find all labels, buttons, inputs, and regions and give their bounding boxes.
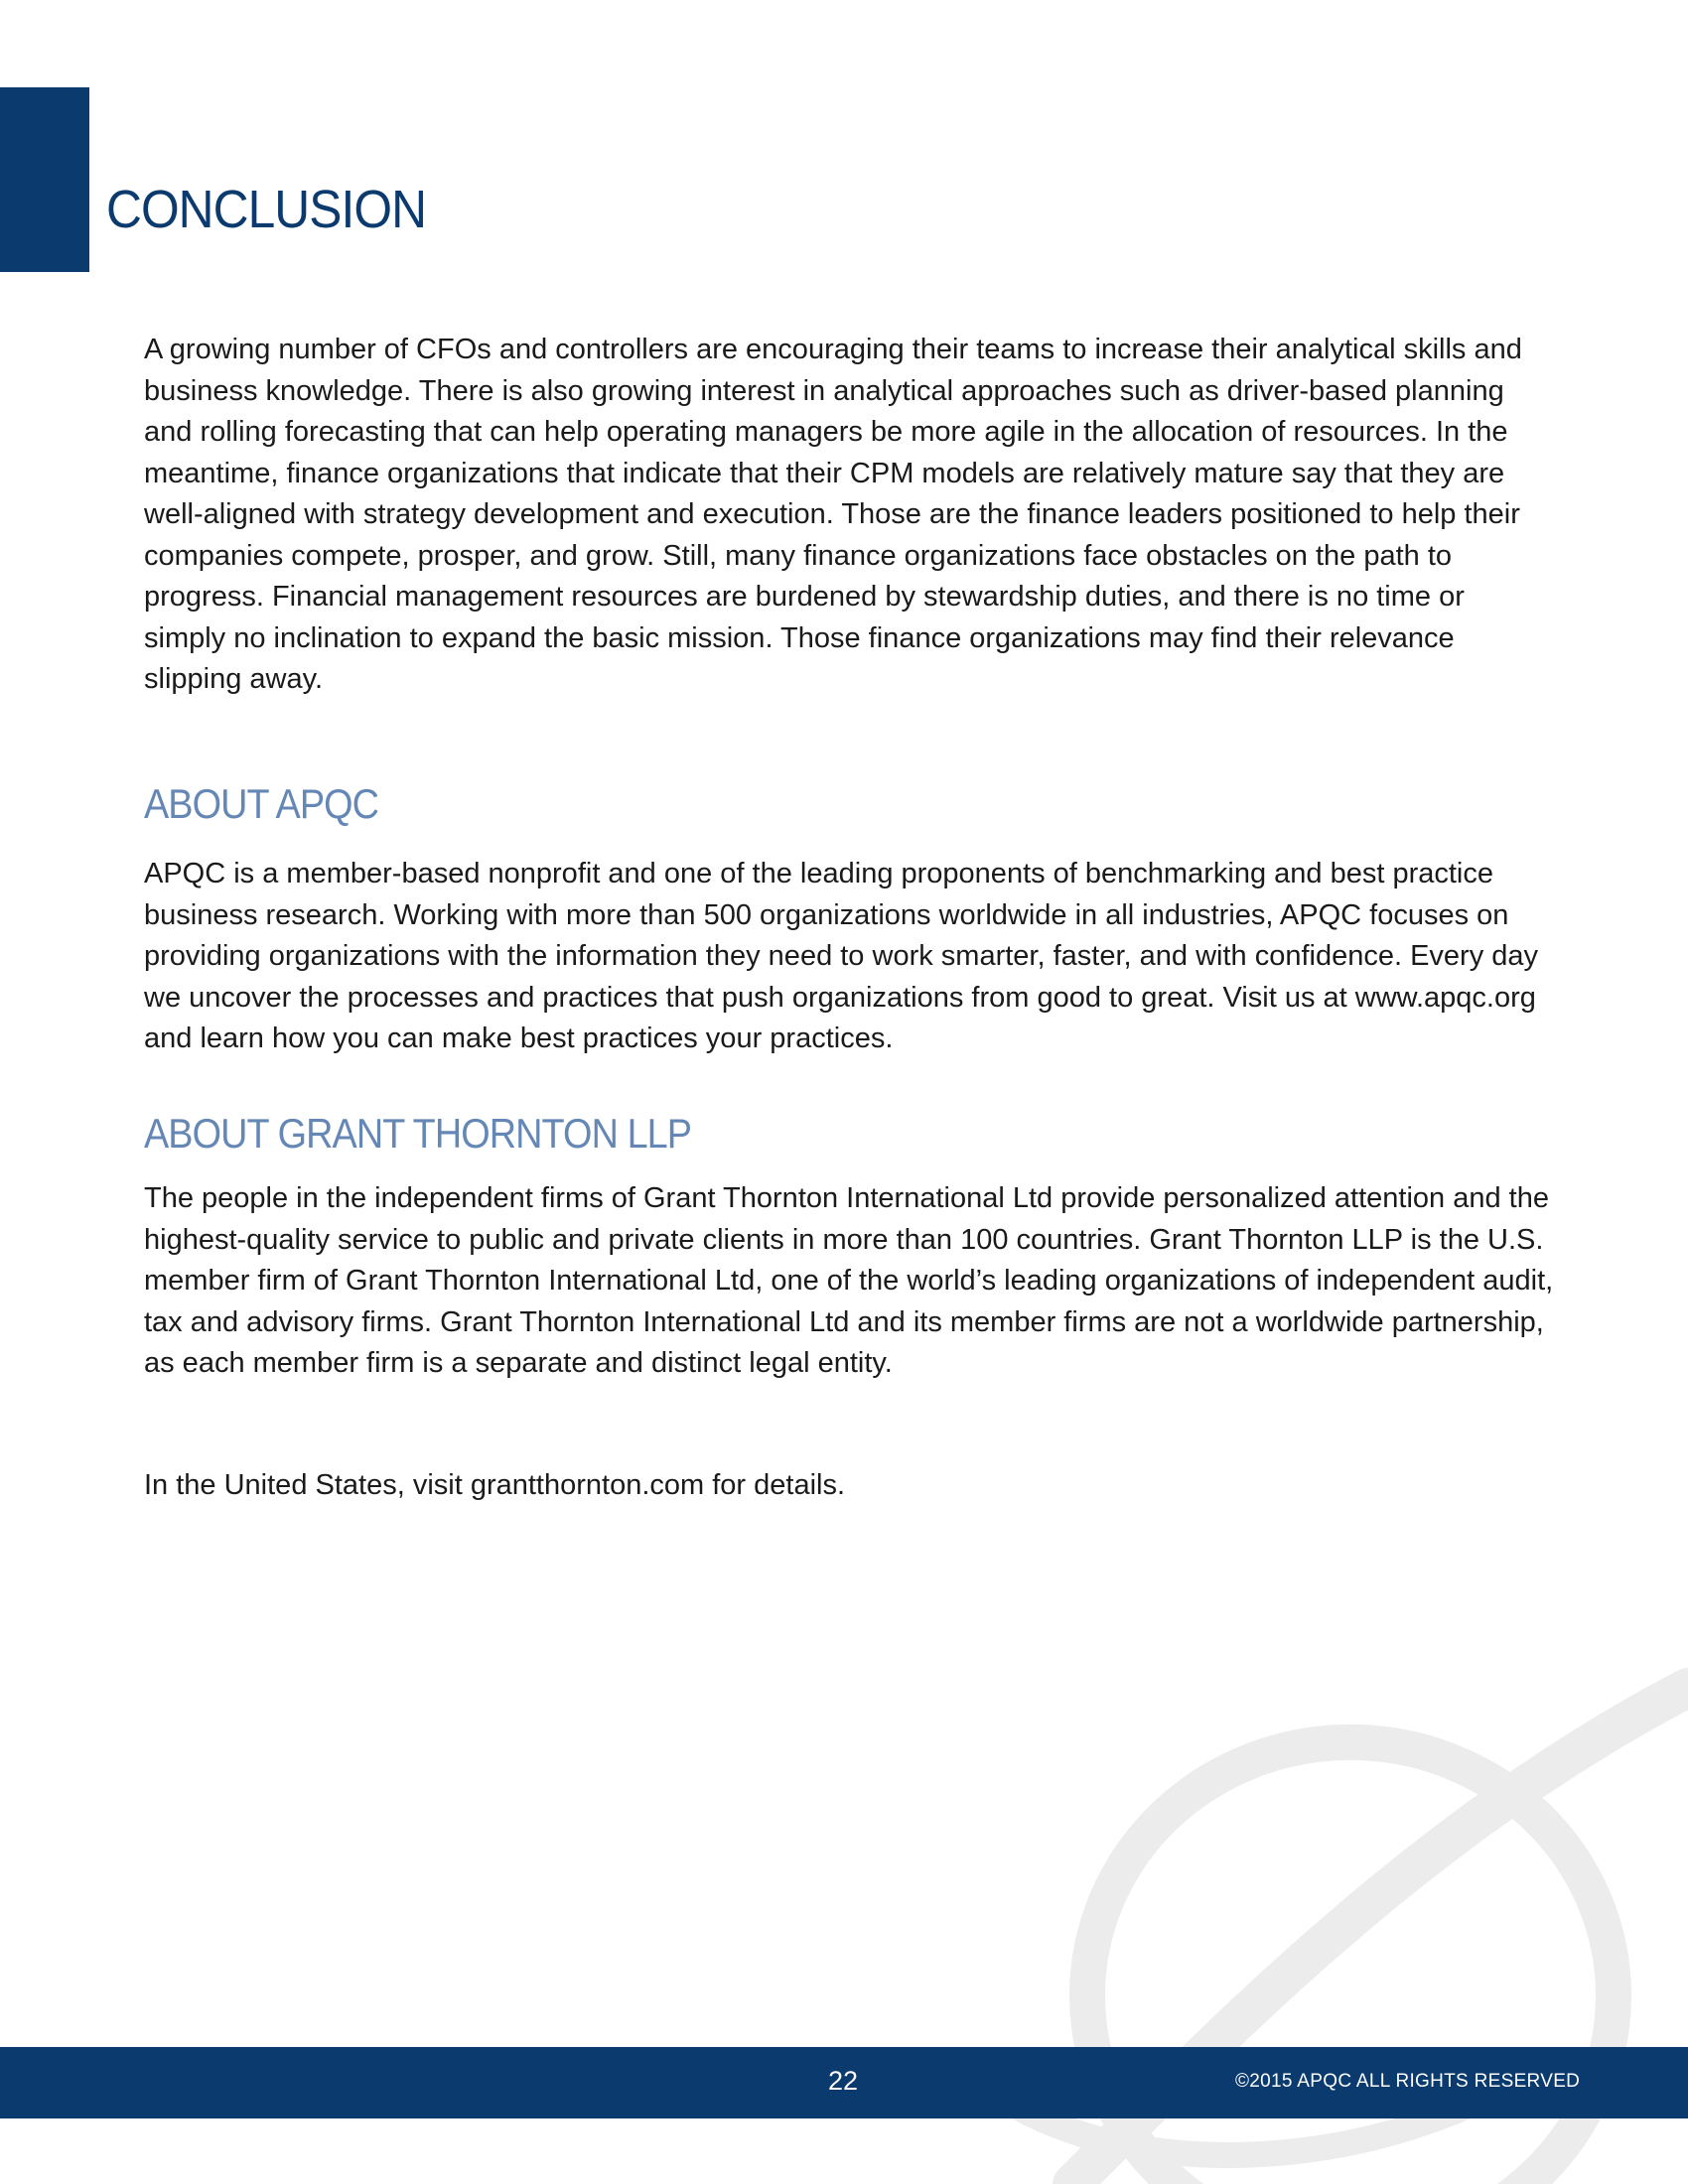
copyright-notice: ©2015 APQC ALL RIGHTS RESERVED bbox=[1235, 2071, 1581, 2092]
about-apqc-paragraph: APQC is a member-based nonprofit and one of the leading proponents of benchmarking and best practice business research. Working with more than 500 organizations worldwide in all industries, APQC focuses on providing organizations with the information they need to work smarter, faster, and with confidence. Every day we uncover the processes and practices that push organizations from good to great. Visit us at www.apqc.org and learn how you can make best practices your practices. bbox=[144, 858, 1539, 1054]
page-number: 22 bbox=[828, 2066, 859, 2096]
title-accent-block bbox=[0, 87, 89, 272]
conclusion-paragraph: A growing number of CFOs and controllers are encouraging their teams to increase their analytical skills and business knowledge. There is also growing interest in analytical approaches such as driver-based planning and rolling forecasting that can help operating managers be more agile in the allocation of resources. In the meantime, finance organizations that indicate that their CPM models are relatively mature say that they are well-aligned with strategy development and execution. Those are the finance leaders positioned to help their companies compete, prosper, and grow. Still, many finance organizations face obstacles on the path to progress. Financial management resources are burdened by stewardship duties, and there is no time or simply no inclination to expand the basic mission. Those finance organizations may find their relevance slipping away. bbox=[144, 334, 1522, 695]
about-grant-thornton-paragraph: The people in the independent firms of Grant Thornton International Ltd provide personalized attention and the highest-quality service to public and private clients in more than 100 countries. Grant Thornton LLP is the U.S. member firm of Grant Thornton International Ltd, one of the world’s leading organizations of independent audit, tax and advisory firms. Grant Thornton International Ltd and its member firms are not a worldwide partnership, as each member firm is a separate and distinct legal entity. bbox=[144, 1182, 1554, 1379]
about-apqc-heading: ABOUT APQC bbox=[144, 780, 379, 827]
grant-thornton-us-note: In the United States, visit grantthornton.com for details. bbox=[144, 1469, 846, 1501]
about-grant-thornton-heading: ABOUT GRANT THORNTON LLP bbox=[144, 1110, 692, 1157]
page-title: CONCLUSION bbox=[106, 180, 427, 239]
